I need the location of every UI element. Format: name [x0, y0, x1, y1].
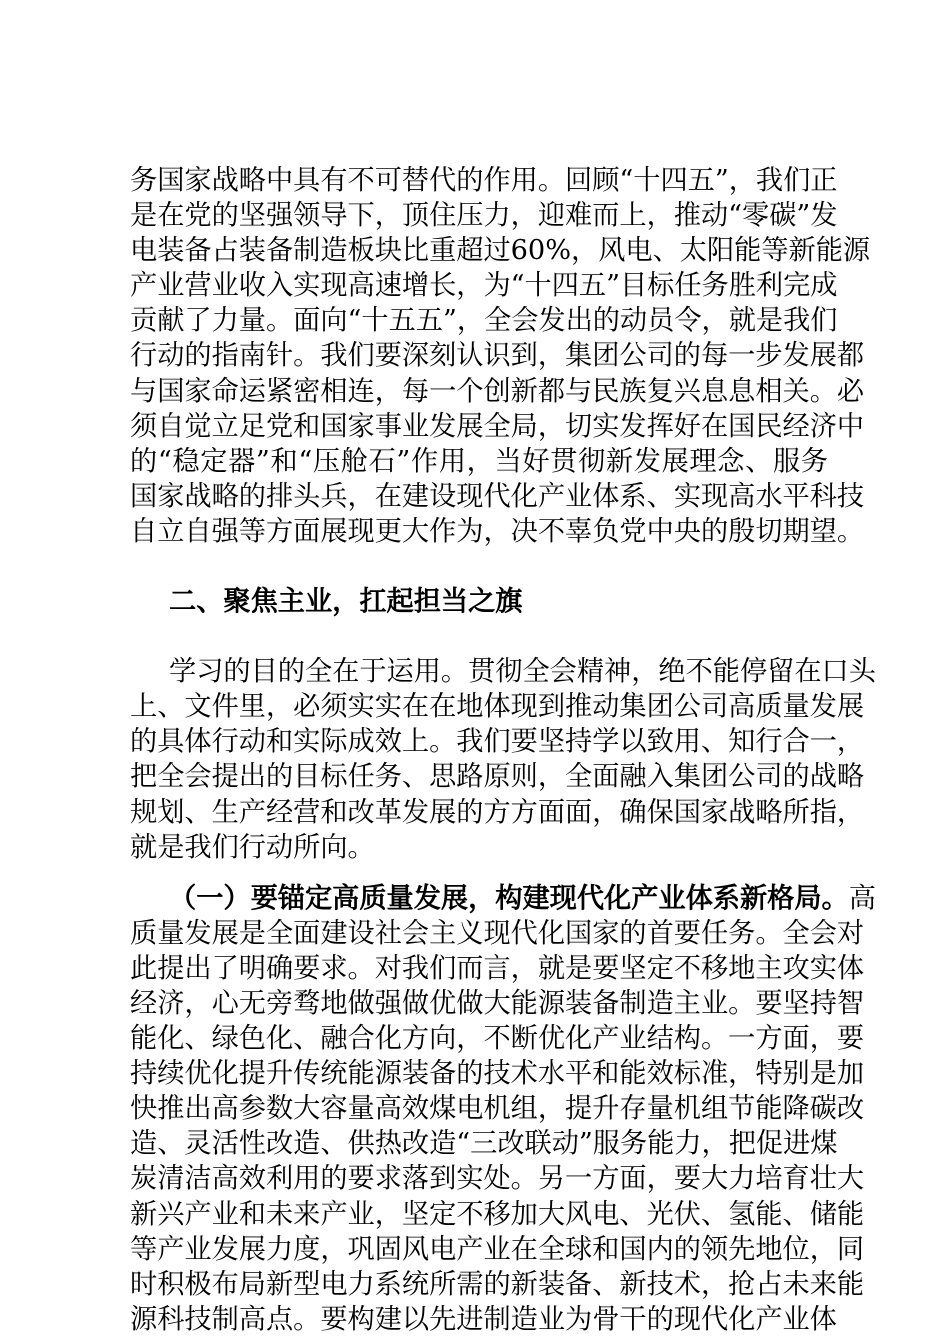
- text-line: 自立自强等方面展现更大作为，决不辜负党中央的殷切期望。: [130, 515, 865, 547]
- text-line-with-bold-lead: [130, 881, 876, 916]
- subsection-heading: （一）要锚定高质量发展，构建现代化产业体系新格局。: [169, 881, 849, 914]
- paragraph-2: [130, 654, 876, 865]
- text-line: 产业营业收入实现高速增长，为“十四五”目标任务胜利完成: [130, 270, 838, 302]
- text-line: 此提出了明确要求。对我们而言，就是要坚定不移地主攻实体: [130, 952, 865, 984]
- paragraph-3: [130, 881, 876, 1337]
- text-line: 学习的目的全在于运用。贯彻全会精神，绝不能停留在口头: [169, 656, 876, 688]
- spacer: [130, 619, 828, 654]
- text-line: 就是我们行动所向。: [130, 831, 375, 863]
- text-line: 贡献了力量。面向“十五五”，全会发出的动员令，就是我们: [130, 305, 838, 337]
- text-line: 时积极布局新型电力系统所需的新装备、新技术，抢占未来能: [130, 1268, 865, 1300]
- text-line: 经济，心无旁骛地做强做优做大能源装备制造主业。要坚持智: [130, 987, 865, 1019]
- text-line: 须自觉立足党和国家事业发展全局，切实发挥好在国民经济中: [130, 410, 865, 442]
- text-line: 上、文件里，必须实实在在地体现到推动集团公司高质量发展: [130, 691, 865, 723]
- text-line: 行动的指南针。我们要深刻认识到，集团公司的每一步发展都: [130, 340, 865, 372]
- text-line: 是在党的坚强领导下，顶住压力，迎难而上，推动“零碳”发: [130, 200, 838, 232]
- text-line: 质量发展是全面建设社会主义现代化国家的首要任务。全会对: [130, 917, 865, 949]
- text-line: 源科技制高点。要构建以先进制造业为骨干的现代化产业体: [130, 1303, 837, 1335]
- text-line: 与国家命运紧密相连，每一个创新都与民族复兴息息相关。必: [130, 375, 865, 407]
- text-line: 规划、生产经营和改革发展的方方面面，确保国家战略所指，: [130, 796, 865, 828]
- text-line: 的具体行动和实际成效上。我们要坚持学以致用、知行合一，: [130, 726, 865, 758]
- text-run: 高: [848, 882, 876, 914]
- text-line: 务国家战略中具有不可替代的作用。回顾“十四五”，我们正: [130, 165, 838, 196]
- text-line: 炭清洁高效利用的要求落到实处。另一方面，要大力培育壮大: [130, 1163, 865, 1195]
- text-line: 把全会提出的目标任务、思路原则，全面融入集团公司的战略: [130, 761, 865, 793]
- paragraph-1: [130, 163, 871, 549]
- text-line: 等产业发展力度，巩固风电产业在全球和国内的领先地位，同: [130, 1233, 865, 1265]
- text-line: 快推出高参数大容量高效煤电机组，提升存量机组节能降碳改: [130, 1093, 865, 1125]
- text-line: 新兴产业和未来产业，坚定不移加大风电、光伏、氢能、储能: [130, 1198, 865, 1230]
- spacer: [130, 549, 828, 584]
- document-page: [130, 163, 876, 1337]
- text-line: 持续优化提升传统能源装备的技术水平和能效标准，特别是加: [130, 1058, 865, 1090]
- section-heading: 二、聚焦主业，扛起担当之旗: [169, 586, 523, 618]
- text-line: 国家战略的排头兵，在建设现代化产业体系、实现高水平科技: [130, 480, 865, 512]
- text-line: 电装备占装备制造板块比重超过60%，风电、太阳能等新能源: [130, 235, 871, 267]
- spacer: [130, 865, 828, 881]
- text-line: 的“稳定器”和“压舱石”作用，当好贯彻新发展理念、服务: [130, 445, 828, 477]
- text-line: 造、灵活性改造、供热改造“三改联动”服务能力，把促进煤: [130, 1128, 838, 1160]
- text-line: 能化、绿色化、融合化方向，不断优化产业结构。一方面，要: [130, 1023, 865, 1055]
